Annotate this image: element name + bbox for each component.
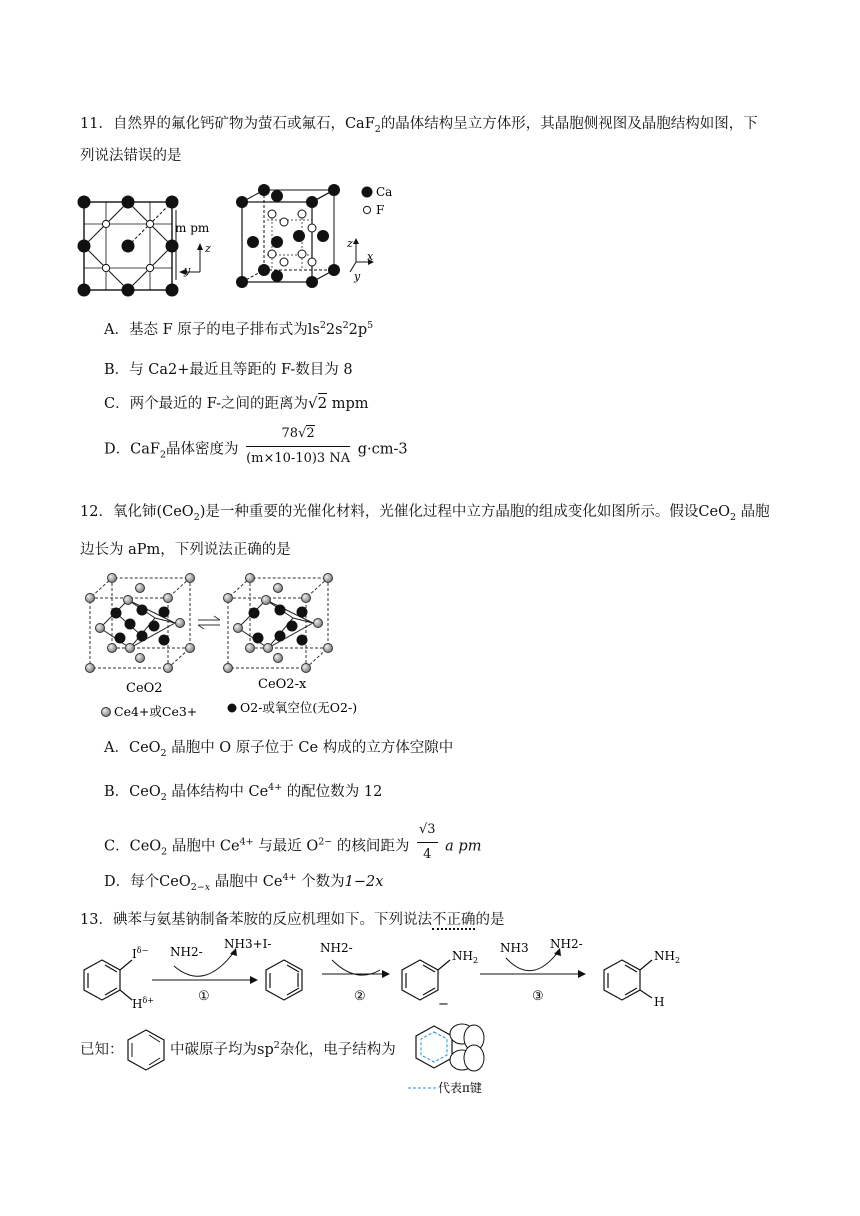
- aniline-structure: [604, 960, 652, 1000]
- benzyne-structure: [266, 960, 302, 1000]
- svg-text:①: ①: [198, 989, 210, 1004]
- svg-text:y: y: [184, 264, 191, 277]
- svg-text:z: z: [205, 242, 211, 255]
- q12-option-d: D．每个CeO$_{2-x}$ 晶胞中 $Ce^{4+}$ 个数为1−2x: [104, 872, 384, 893]
- svg-text:②: ②: [354, 989, 366, 1004]
- q13-known-text: 中碳原子均为$sp^2$杂化，电子结构为: [170, 1040, 396, 1058]
- q13-mechanism: [74, 934, 694, 1014]
- q12-stem-line1: 12．氧化铈(CeO$_2$)是一种重要的光催化材料，光催化过程中立方晶胞的组成变化如图所示。假设CeO$_2$ 晶胞: [80, 504, 770, 523]
- svg-text:H: H: [654, 995, 665, 1009]
- q13-known: 已知：: [80, 1042, 124, 1058]
- svg-text:NH2-: NH2-: [320, 941, 353, 955]
- benzyne-orbital-diagram: [400, 1016, 500, 1098]
- svg-text:Iδ−: $I^{\delta-}$: [132, 946, 149, 961]
- q11-stem-line2: 列说法错误的是: [80, 148, 182, 164]
- q12-figure: [80, 568, 380, 720]
- q13-stem: 13．碘苯与氨基钠制备苯胺的反应机理如下。下列说法不正确的是: [80, 912, 505, 928]
- svg-text:F: F: [376, 203, 385, 217]
- q12-option-a: A．CeO$_2$ 晶胞中 O 原子位于 Ce 构成的立方体空隙中: [104, 740, 454, 759]
- q11-stem-line1: 11．自然界的氟化钙矿物为萤石或氟石，CaF$_2$的晶体结构呈立方体形，其晶胞侧视图及晶胞结构如图，下: [80, 116, 758, 135]
- svg-text:NH2-: NH2-: [170, 945, 203, 959]
- ceo2-cell: [86, 574, 195, 673]
- caf2-side-view: [78, 196, 212, 297]
- svg-text:y: y: [354, 270, 361, 283]
- svg-text:Ce4+或Ce3+: Ce4+或Ce3+: [114, 704, 198, 719]
- benzene-icon: [124, 1026, 174, 1076]
- svg-text:O2-或氧空位(无O2-): O2-或氧空位(无O2-): [240, 700, 358, 715]
- svg-text:z: z: [347, 237, 353, 250]
- svg-text:NH2: $NH_2$: [654, 949, 681, 965]
- ceo2-x-cell: [224, 574, 333, 673]
- svg-text:x: x: [367, 250, 374, 263]
- svg-text:NH3: NH3: [500, 941, 529, 955]
- svg-text:CeO2-x: CeO2-x: [258, 677, 307, 692]
- iodobenzene-structure: [84, 960, 132, 1000]
- svg-text:NH3+I-: NH3+I-: [224, 937, 272, 951]
- svg-text:m pm: m pm: [175, 221, 210, 235]
- q11-option-a: A．基态 F 原子的电子排布式为$ls^22s^22p^5$: [104, 320, 374, 338]
- q12-option-b: B．CeO$_2$ 晶体结构中 $Ce^{4+}$ 的配位数为 12: [104, 782, 383, 803]
- svg-text:CeO2: CeO2: [126, 681, 163, 696]
- equilibrium-arrow: [198, 616, 220, 629]
- q11-option-d: D．CaF$_2$晶体密度为 $\frac{78√2}{(m\times 10-10)3 NA}$ g·cm-3: [104, 428, 408, 471]
- svg-text:NH2-: NH2-: [550, 937, 583, 951]
- svg-text:代表π键: 代表π键: [438, 1081, 482, 1095]
- q11-figure: [72, 180, 402, 305]
- svg-text:Ca: Ca: [376, 185, 393, 199]
- q11-option-c: C．两个最近的 F-之间的距离为√2 mpm: [104, 394, 369, 412]
- svg-text:③: ③: [532, 989, 544, 1004]
- q12-option-c: C．CeO$_2$ 晶胞中 $Ce^{4+}$ 与最近 $O^{2-}$ 的核间距为 $\frac{√3}{4}$ a pm: [104, 826, 481, 867]
- q12-stem-line2: 边长为 aPm，下列说法正确的是: [80, 542, 291, 558]
- svg-text:−: −: [438, 997, 449, 1012]
- svg-text:Hδ+: $H^{\delta+}$: [132, 996, 154, 1011]
- aryl-anion-structure: [402, 960, 450, 1000]
- svg-text:NH2: $NH_2$: [452, 949, 479, 965]
- q11-option-b: B．与 Ca2+最近且等距的 F-数目为 8: [104, 362, 353, 378]
- caf2-unit-cell: [236, 184, 392, 288]
